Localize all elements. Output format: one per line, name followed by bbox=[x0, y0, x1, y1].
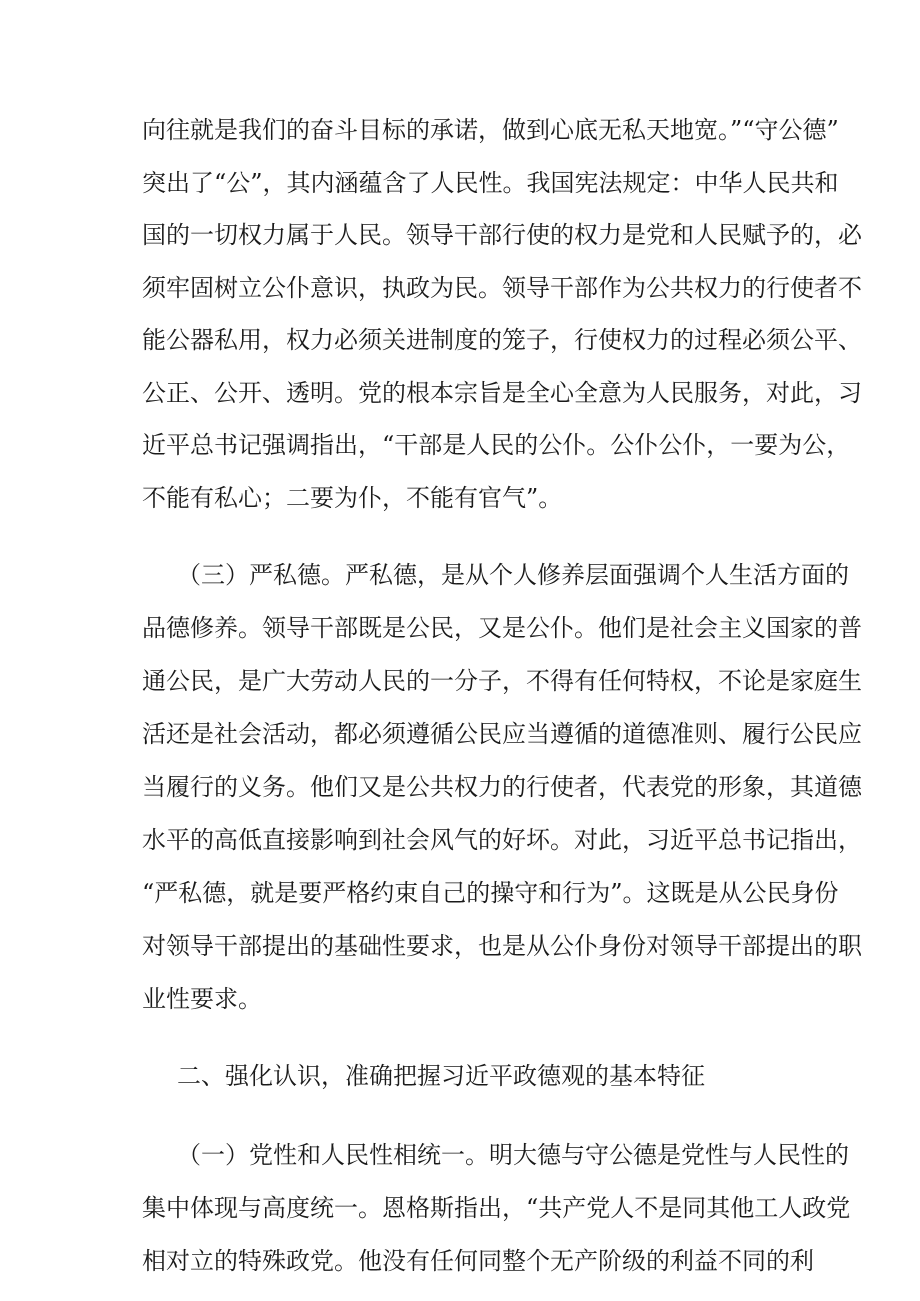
paragraph-line: 集中体现与高度统一。恩格斯指出，“共产党人不是同其他工人政党 bbox=[142, 1194, 851, 1222]
paragraph-line: 不能有私心；二要为仆，不能有官气”。 bbox=[142, 484, 563, 512]
paragraph-line: 业性要求。 bbox=[142, 985, 262, 1013]
paragraph-line: 通公民，是广大劳动人民的一分子，不得有任何特权，不论是家庭生 bbox=[142, 667, 862, 695]
paragraph-line: “严私德，就是要严格约束自己的操守和行为”。这既是从公民身份 bbox=[142, 879, 839, 907]
paragraph-line: 国的一切权力属于人民。领导干部行使的权力是党和人民赋予的，必 bbox=[142, 221, 862, 249]
paragraph-line: 能公器私用，权力必须关进制度的笼子，行使权力的过程必须公平、 bbox=[142, 326, 862, 354]
paragraph-line: 当履行的义务。他们又是公共权力的行使者，代表党的形象，其道德 bbox=[142, 773, 862, 801]
paragraph-line: （三）严私德。严私德，是从个人修养层面强调个人生活方面的 bbox=[177, 561, 849, 589]
section-heading: 二、强化认识，准确把握习近平政德观的基本特征 bbox=[177, 1062, 705, 1090]
paragraph-line: 向往就是我们的奋斗目标的承诺，做到心底无私天地宽。”“守公德” bbox=[142, 116, 839, 144]
paragraph-line: （一）党性和人民性相统一。明大德与守公德是党性与人民性的 bbox=[177, 1141, 849, 1169]
paragraph-line: 水平的高低直接影响到社会风气的好坏。对此，习近平总书记指出， bbox=[142, 826, 862, 854]
paragraph-line: 突出了“公”，其内涵蕴含了人民性。我国宪法规定：中华人民共和 bbox=[142, 169, 839, 197]
paragraph-line: 对领导干部提出的基础性要求，也是从公仆身份对领导干部提出的职 bbox=[142, 932, 862, 960]
paragraph-line: 活还是社会活动，都必须遵循公民应当遵循的道德准则、履行公民应 bbox=[142, 720, 862, 748]
paragraph-line: 公正、公开、透明。党的根本宗旨是全心全意为人民服务，对此，习 bbox=[142, 379, 862, 407]
paragraph-line: 品德修养。领导干部既是公民，又是公仆。他们是社会主义国家的普 bbox=[142, 614, 862, 642]
paragraph-line: 须牢固树立公仆意识，执政为民。领导干部作为公共权力的行使者不 bbox=[142, 274, 862, 302]
paragraph-line: 相对立的特殊政党。他没有任何同整个无产阶级的利益不同的利 bbox=[142, 1247, 814, 1275]
paragraph-line: 近平总书记强调指出，“干部是人民的公仆。公仆公仆，一要为公， bbox=[142, 431, 851, 459]
